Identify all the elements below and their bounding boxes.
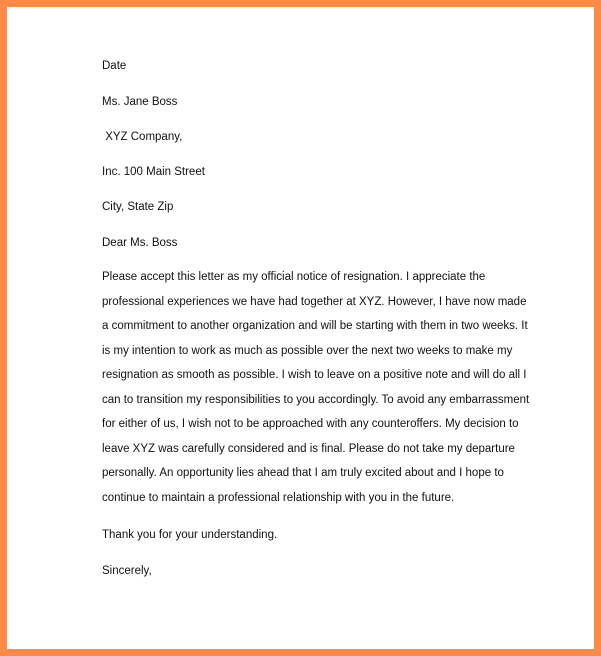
body-line: a commitment to another organization and will be starting with them in two weeks. It <box>102 320 528 332</box>
city-state-zip: City, State Zip <box>102 201 174 213</box>
body-line: is my intention to work as much as possible over the next two weeks to make my <box>102 344 513 357</box>
closing-thanks: Thank you for your understanding. <box>102 529 278 541</box>
resignation-letter <box>7 7 594 649</box>
letter-date: Date <box>102 60 127 72</box>
body-line: for either of us, I wish not to be approached with any counteroffers. My decision to <box>102 418 519 430</box>
body-line: resignation as smooth as possible. I wish to leave on a positive note and will do all I <box>102 369 527 381</box>
body-line: continue to maintain a professional relationship with you in the future. <box>102 491 455 504</box>
body-line: personally. An opportunity lies ahead that I am truly excited about and I hope to <box>102 467 504 479</box>
letter-body <box>102 265 530 510</box>
body-line: Please accept this letter as my official notice of resignation. I appreciate the <box>102 271 486 283</box>
page-border-frame <box>7 7 594 649</box>
salutation: Dear Ms. Boss <box>102 237 178 249</box>
body-line: can to transition my responsibilities to you accordingly. To avoid any embarrassment <box>102 393 530 406</box>
signoff: Sincerely, <box>102 565 152 577</box>
body-line: leave XYZ was carefully considered and is final. Please do not take my departure <box>102 442 515 455</box>
street-address: Inc. 100 Main Street <box>102 166 205 178</box>
body-line: professional experiences we have had together at XYZ. However, I have now made <box>102 295 527 308</box>
recipient-name: Ms. Jane Boss <box>102 96 178 108</box>
company-name: XYZ Company, <box>102 131 183 143</box>
